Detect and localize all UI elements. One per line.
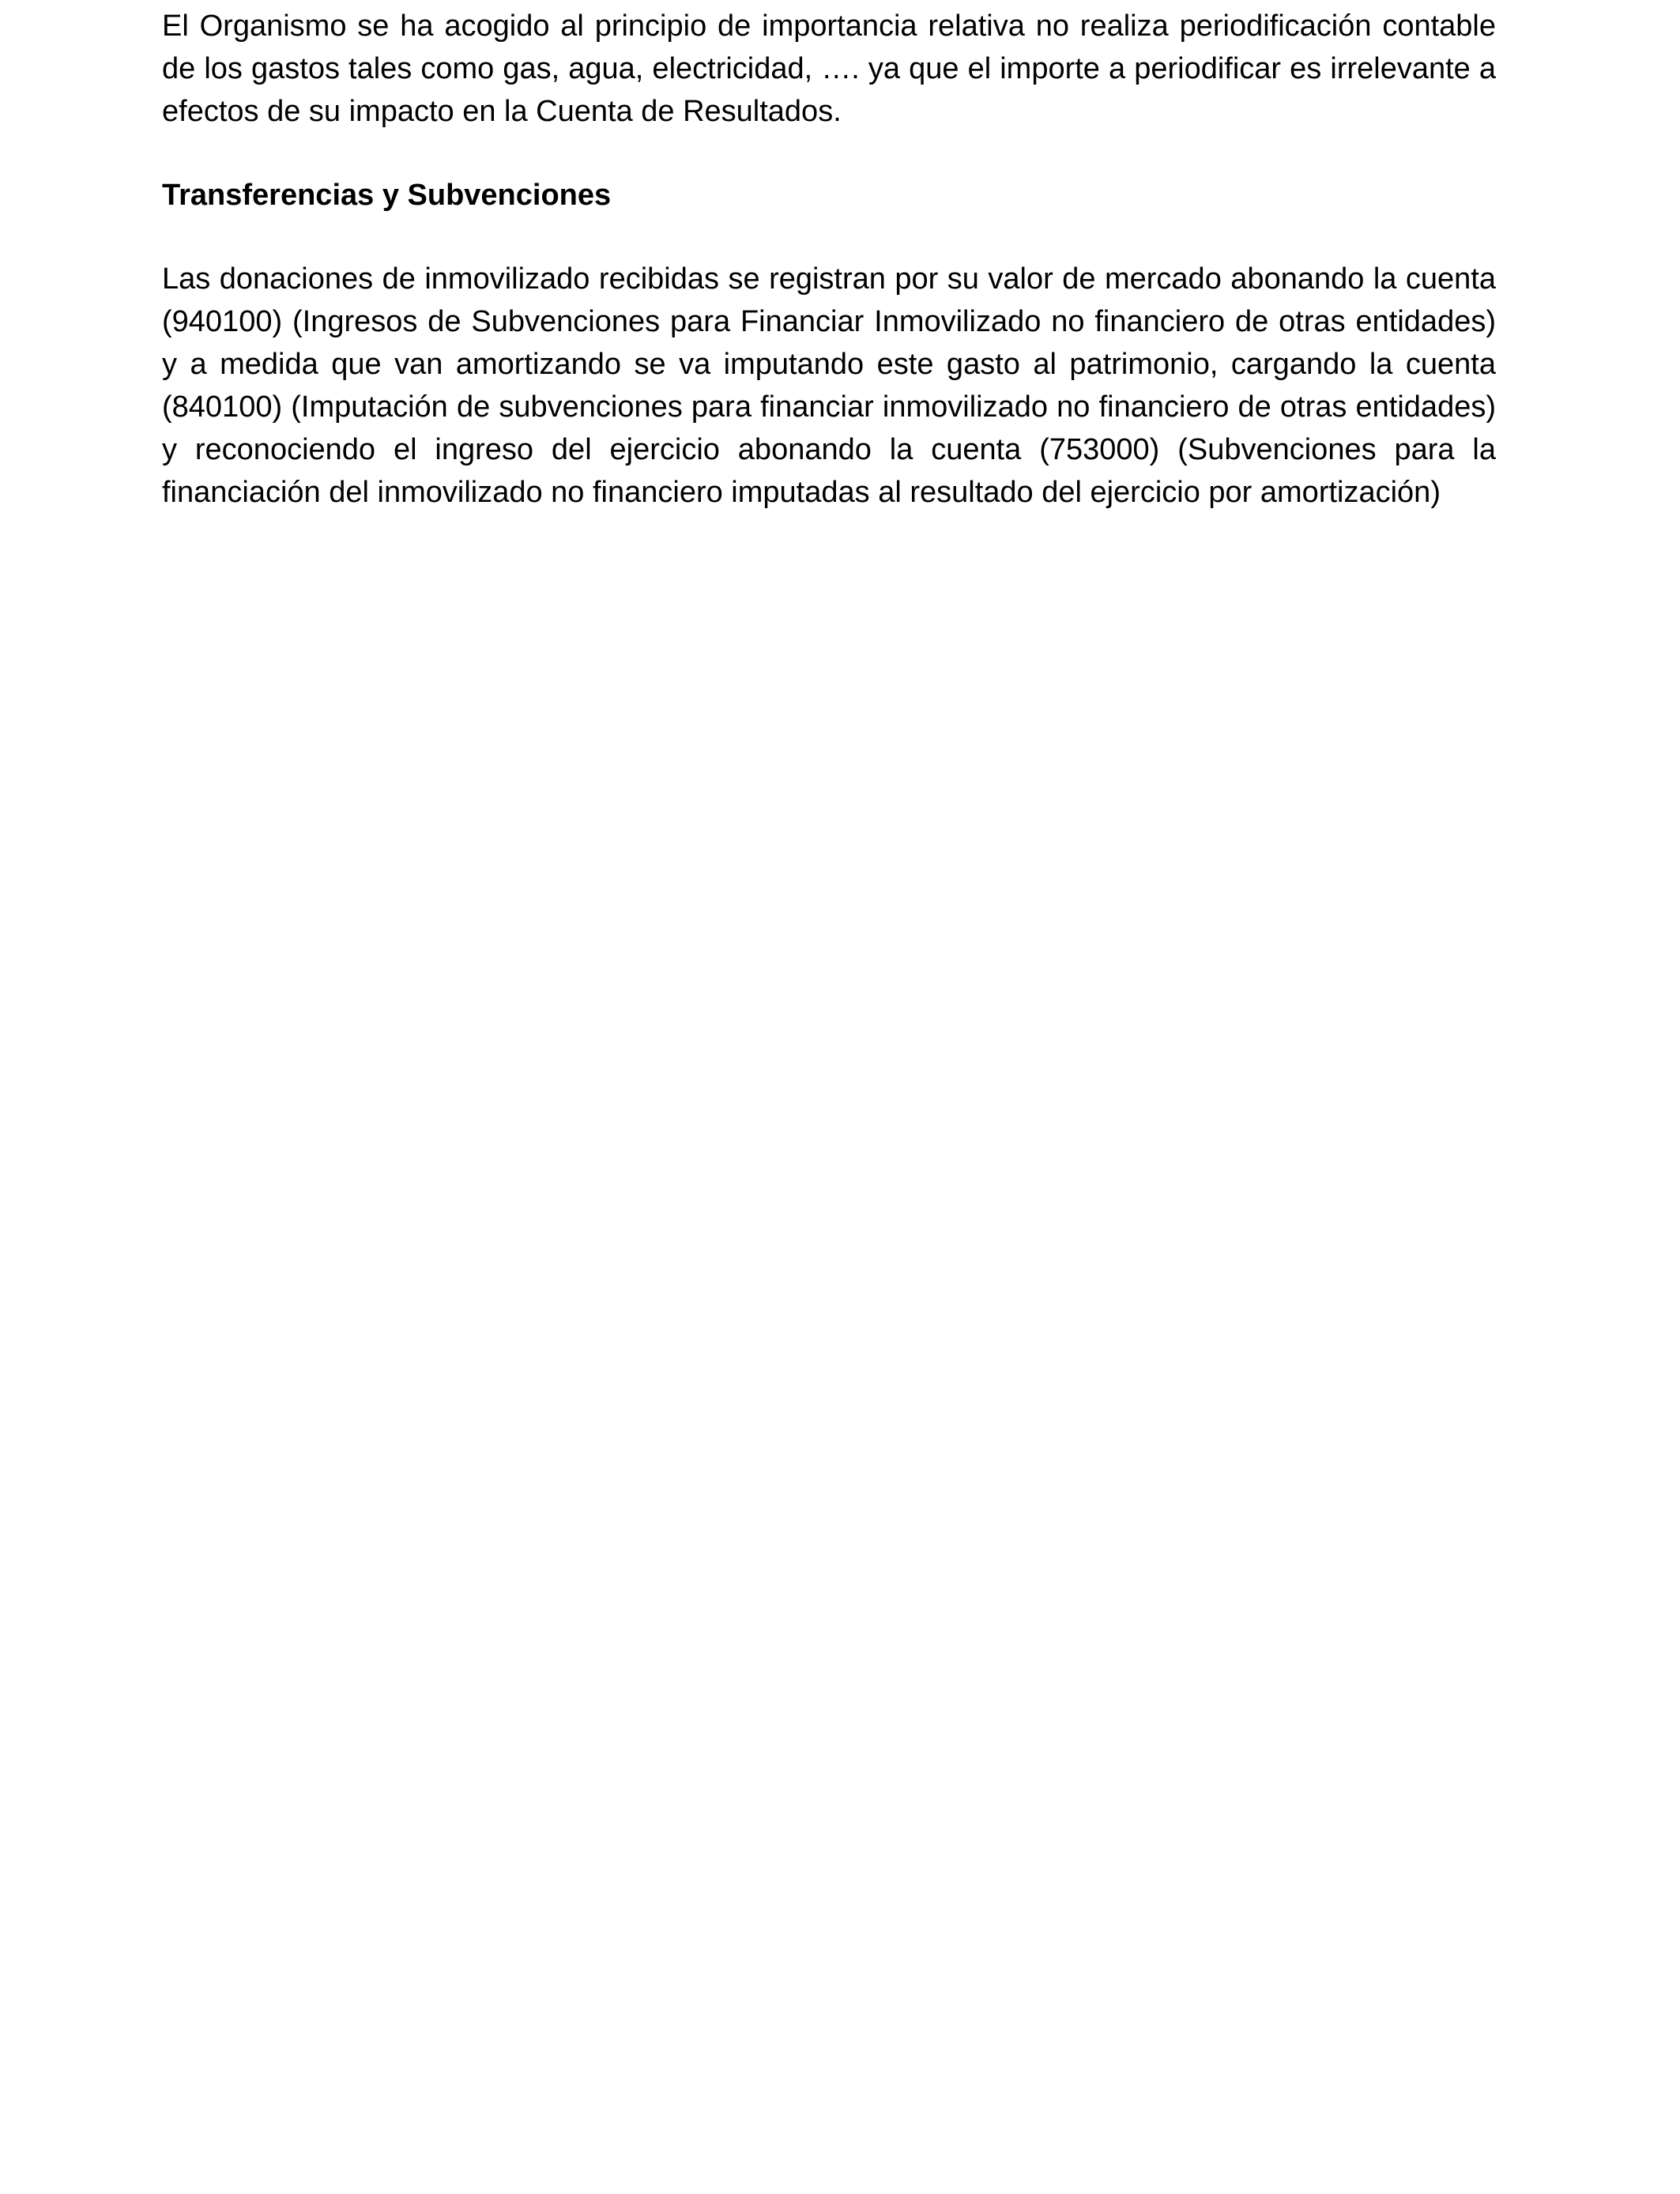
donations-paragraph: Las donaciones de inmovilizado recibidas se registran por su valor de mercado abonando la cuenta (940100) (Ingresos de Subvenciones para Financiar Inmovilizado no financiero de otras entidades) y a medida que van amortizando se va imputando este gasto al patrimonio, cargando la cuenta (840100) (Imputación de subvenciones para financiar inmovilizado no financiero de otras entidades) y reconociendo el ingreso del ejercicio abonando la cuenta (753000) (Subvenciones para la financiación del inmovilizado no financiero imputadas al resultado del ejercicio por amortización) <box>162 262 1496 509</box>
section-heading: Transferencias y Subvenciones <box>162 179 612 212</box>
periodification-paragraph: El Organismo se ha acogido al principio de importancia relativa no realiza periodificación contable de los gastos tales como gas, agua, electricidad, …. ya que el importe a periodificar es irrelevante a efectos de su impacto en la Cuenta de Resultados. <box>162 9 1496 128</box>
document-body <box>162 5 1496 514</box>
